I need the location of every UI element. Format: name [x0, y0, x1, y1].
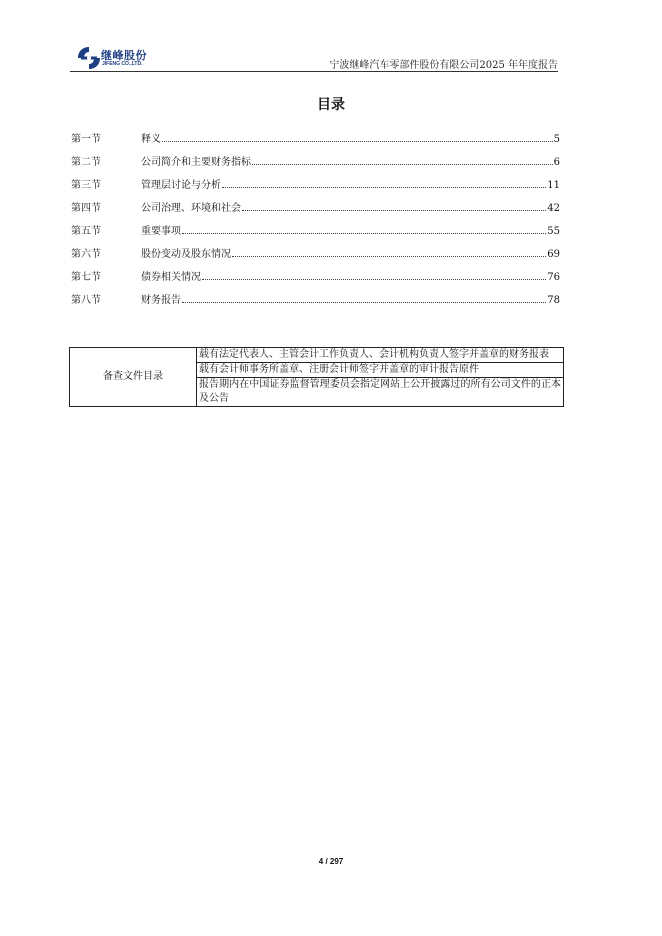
toc-entry[interactable] — [71, 155, 560, 178]
table-row — [70, 348, 564, 363]
toc-page-number: 55 — [547, 226, 560, 237]
logo-text-en: JIFENG CO.,LTD. — [102, 61, 143, 67]
table-of-contents — [71, 132, 560, 316]
page-number: 4 / 297 — [318, 857, 344, 866]
toc-section-label: 管理层讨论与分析 — [141, 180, 221, 191]
jifeng-logo-icon — [76, 46, 102, 70]
reference-file-item: 载有会计师事务所盖章、注册会计师签字并盖章的审计报告原件 — [197, 363, 564, 378]
toc-section-number: 第八节 — [71, 295, 101, 306]
toc-entry[interactable] — [71, 132, 560, 155]
reference-file-item: 载有法定代表人、主管会计工作负责人、会计机构负责人签字并盖章的财务报表 — [197, 348, 564, 363]
toc-entry[interactable] — [71, 293, 560, 316]
toc-section-label: 公司简介和主要财务指标 — [141, 157, 251, 168]
toc-leader-dots — [182, 233, 546, 234]
toc-entry[interactable] — [71, 178, 560, 201]
toc-section-label: 财务报告 — [141, 295, 181, 306]
toc-leader-dots — [232, 256, 546, 257]
toc-leader-dots — [202, 279, 546, 280]
toc-entry[interactable] — [71, 270, 560, 293]
toc-section-number: 第五节 — [71, 226, 101, 237]
toc-entry[interactable] — [71, 247, 560, 270]
reference-files-heading: 备查文件目录 — [70, 348, 197, 407]
toc-leader-dots — [242, 210, 546, 211]
toc-section-label: 释义 — [141, 134, 161, 145]
toc-title: 目录 — [317, 97, 345, 113]
toc-leader-dots — [222, 187, 546, 188]
toc-page-number: 76 — [547, 272, 560, 283]
toc-leader-dots — [182, 302, 546, 303]
toc-leader-dots — [162, 141, 553, 142]
toc-leader-dots — [252, 164, 553, 165]
company-logo — [76, 46, 196, 70]
toc-section-number: 第三节 — [71, 180, 101, 191]
toc-page-number: 11 — [547, 180, 560, 191]
toc-entry[interactable] — [71, 224, 560, 247]
toc-section-number: 第七节 — [71, 272, 101, 283]
toc-section-number: 第六节 — [71, 249, 101, 260]
toc-section-label: 股份变动及股东情况 — [141, 249, 231, 260]
toc-page-number: 69 — [547, 249, 560, 260]
toc-section-label: 重要事项 — [141, 226, 181, 237]
toc-section-number: 第二节 — [71, 157, 101, 168]
toc-page-number: 42 — [547, 203, 560, 214]
reference-file-item: 报告期内在中国证券监督管理委员会指定网站上公开披露过的所有公司文件的正本及公告 — [197, 378, 564, 407]
toc-page-number: 78 — [547, 295, 560, 306]
toc-section-number: 第四节 — [71, 203, 101, 214]
page-header — [70, 44, 558, 72]
toc-entry[interactable] — [71, 201, 560, 224]
logo-text-cn: 继峰股份 — [101, 49, 147, 62]
toc-section-label: 债券相关情况 — [141, 272, 201, 283]
toc-page-number: 6 — [553, 157, 560, 168]
reference-files-table — [69, 347, 564, 407]
toc-page-number: 5 — [553, 134, 560, 145]
toc-section-number: 第一节 — [71, 134, 101, 145]
report-title: 宁波继峰汽车零部件股份有限公司2025 年年度报告 — [329, 60, 558, 71]
header-divider — [70, 71, 558, 72]
toc-section-label: 公司治理、环境和社会 — [141, 203, 241, 214]
